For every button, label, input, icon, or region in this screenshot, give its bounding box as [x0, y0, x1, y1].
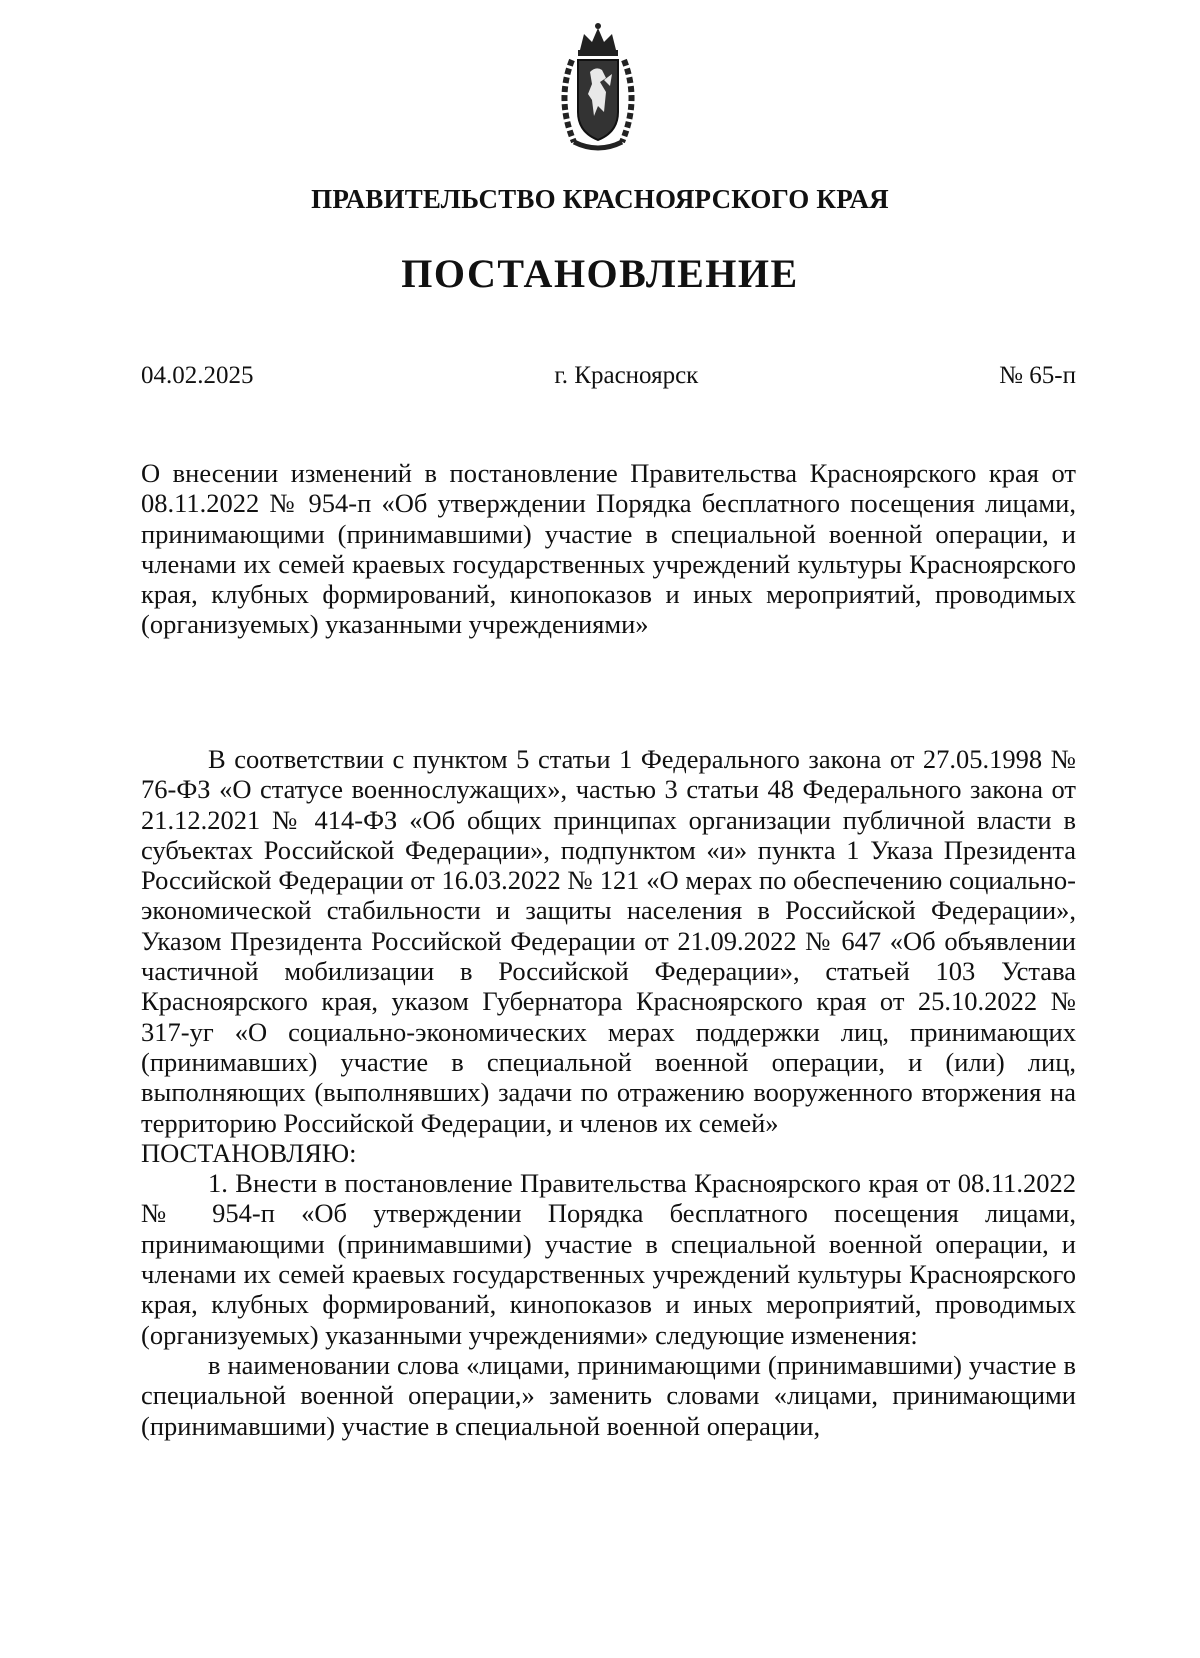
document-number: № 65-п — [999, 362, 1076, 389]
document-subject: О внесении изменений в постановление Правительства Красноярского края от 08.11.2022 № 954-п «Об утверждении Порядка бесплатного посещения лицами, принимающими (принимавшими) участие в специальной военной операции, и членами их семей краевых государственных учреждений культуры Красноярского края, клубных формирований, кинопоказов и иных мероприятий, проводимых (организуемых) указанными учреждениями» — [141, 458, 1076, 640]
document-city: г. Красноярск — [554, 362, 699, 389]
preamble-paragraph: В соответствии с пунктом 5 статьи 1 Федерального закона от 27.05.1998 № 76-ФЗ «О статусе военнослужащих», частью 3 статьи 48 Федерального закона от 21.12.2021 № 414-ФЗ «Об общих принципах организации публичной власти в субъектах Российской Федерации», подпунктом «и» пункта 1 Указа Президента Российской Федерации от 16.03.2022 № 121 «О мерах по обеспечению социально-экономической стабильности и защиты населения в Российской Федерации», Указом Президента Российской Федерации от 21.09.2022 № 647 «Об объявлении частичной мобилизации в Российской Федерации», статьей 103 Устава Красноярского края, указом Губернатора Красноярского края от 25.10.2022 № 317-уг «О социально-экономических мерах поддержки лиц, принимающих (принимавших) участие в специальной военной операции, и (или) лиц, выполняющих (выполнявших) задачи по отражению вооруженного вторжения на территорию Российской Федерации, и членов их семей» — [141, 744, 1076, 1138]
item-1-change-paragraph: в наименовании слова «лицами, принимающими (принимавшими) участие в специальной военной операции,» заменить словами «лицами, принимающими (принимавшими) участие в специальной военной операции, — [141, 1349, 1076, 1441]
document-date: 04.02.2025 — [141, 362, 254, 389]
government-title: ПРАВИТЕЛЬСТВО КРАСНОЯРСКОГО КРАЯ — [311, 184, 889, 214]
document-body — [141, 744, 1076, 1441]
document-type-title: ПОСТАНОВЛЕНИЕ — [401, 251, 799, 296]
krasnoyarsk-coat-of-arms-icon — [548, 20, 648, 160]
resolves-heading: ПОСТАНОВЛЯЮ: — [141, 1137, 357, 1168]
document-meta-row — [141, 362, 1076, 390]
item-1-paragraph: 1. Внести в постановление Правительства Красноярского края от 08.11.2022 № 954-п «Об утверждении Порядка бесплатного посещения лицами, принимающими (принимавшими) участие в специальной военной операции, и членами их семей краевых государственных учреждений культуры Красноярского края, клубных формирований, кинопоказов и иных мероприятий, проводимых (организуемых) указанными учреждениями» следующие изменения: — [141, 1168, 1076, 1350]
